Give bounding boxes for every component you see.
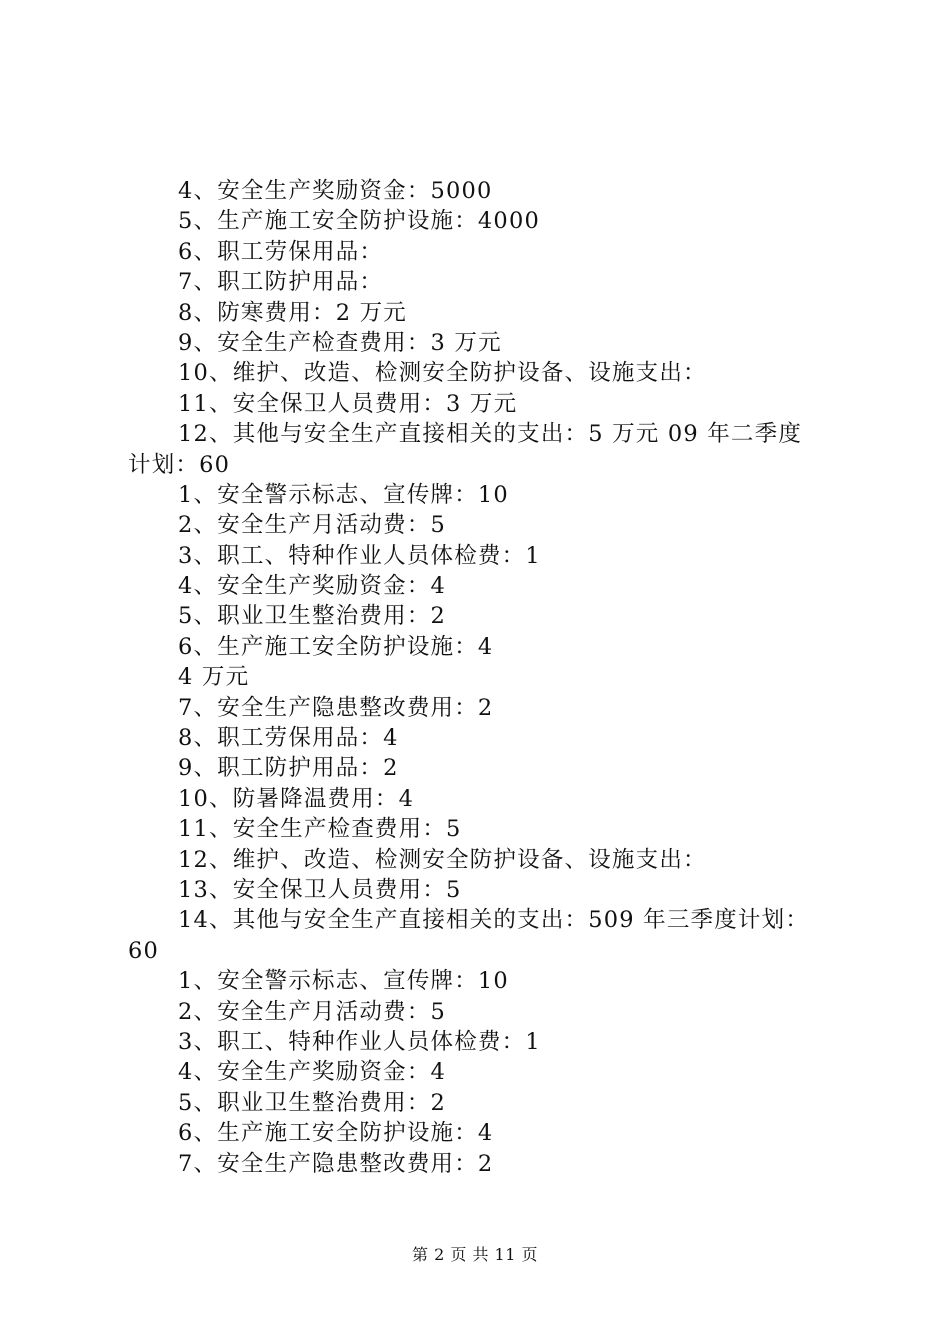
text-line: 5、职业卫生整治费用：2 [178, 603, 447, 630]
text-line: 计划：60 [128, 451, 231, 478]
text-line: 8、职工劳保用品：4 [178, 725, 399, 752]
text-line: 6、职工劳保用品： [178, 238, 384, 265]
text-line: 3、职工、特种作业人员体检费：1 [178, 1028, 541, 1055]
text-line: 2、安全生产月活动费：5 [178, 512, 447, 539]
text-line: 4、安全生产奖励资金：4 [178, 1059, 447, 1086]
text-line: 60 [128, 937, 160, 964]
text-line: 1、安全警示标志、宣传牌：10 [178, 968, 509, 995]
text-line: 4、安全生产奖励资金：5000 [178, 178, 493, 204]
text-line: 7、职工防护用品： [178, 269, 384, 296]
text-line: 4、安全生产奖励资金：4 [178, 573, 447, 600]
page-footer: 第 2 页 共 11 页 [412, 1245, 538, 1264]
text-line: 12、维护、改造、检测安全防护设备、设施支出： [178, 846, 707, 873]
text-line: 9、职工防护用品：2 [178, 755, 399, 782]
text-line: 10、防暑降温费用：4 [178, 785, 415, 812]
text-line: 14、其他与安全生产直接相关的支出：509 年三季度计划： [178, 907, 810, 934]
document-body [128, 176, 848, 1179]
text-line: 1、安全警示标志、宣传牌：10 [178, 481, 509, 508]
text-line: 5、生产施工安全防护设施：4000 [178, 208, 540, 235]
text-line: 4 万元 [178, 664, 250, 691]
text-line: 6、生产施工安全防护设施：4 [178, 1120, 494, 1147]
text-line: 13、安全保卫人员费用：5 [178, 876, 462, 903]
text-line: 7、安全生产隐患整改费用：2 [178, 1150, 494, 1177]
text-line: 3、职工、特种作业人员体检费：1 [178, 542, 541, 569]
text-line: 9、安全生产检查费用：3 万元 [178, 329, 502, 356]
text-line: 11、安全保卫人员费用：3 万元 [178, 390, 518, 417]
text-line: 5、职业卫生整治费用：2 [178, 1089, 447, 1116]
text-line: 8、防寒费用：2 万元 [178, 299, 407, 326]
text-line: 10、维护、改造、检测安全防护设备、设施支出： [178, 360, 707, 387]
text-line: 11、安全生产检查费用：5 [178, 816, 462, 843]
text-line: 6、生产施工安全防护设施：4 [178, 633, 494, 660]
text-line: 12、其他与安全生产直接相关的支出：5 万元 09 年二季度 [178, 421, 803, 448]
text-line: 7、安全生产隐患整改费用：2 [178, 694, 494, 721]
text-line: 2、安全生产月活动费：5 [178, 998, 447, 1025]
